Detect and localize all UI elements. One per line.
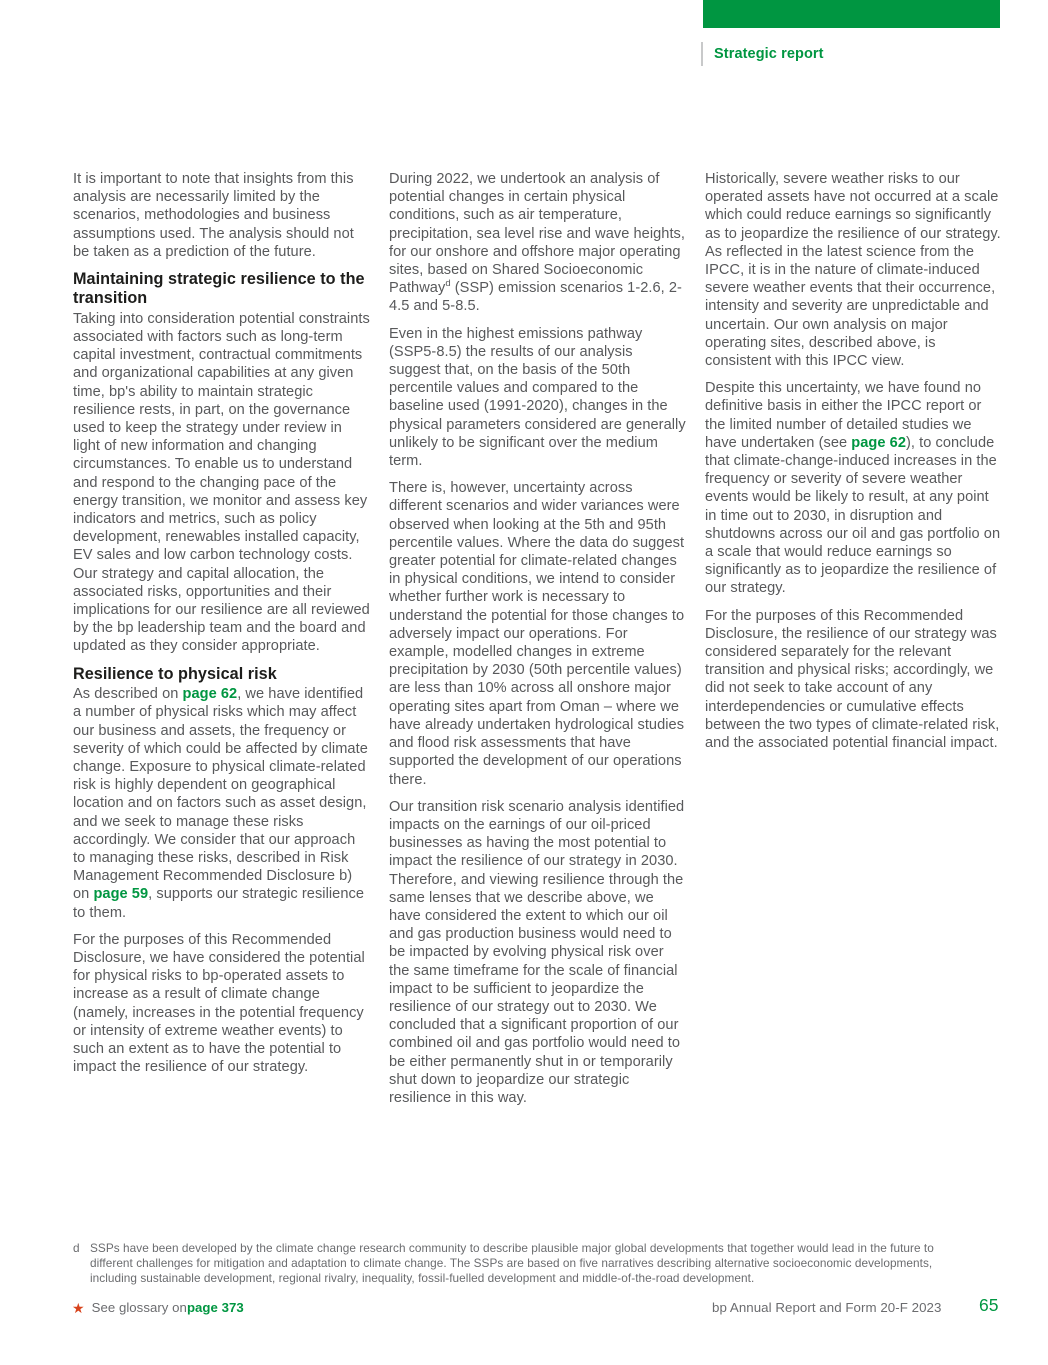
paragraph bbox=[73, 310, 370, 656]
text-run: As described on bbox=[73, 686, 183, 703]
text-run: For the purposes of this Recommended Disclosure, the resilience of our strategy was considered separately for the relevant transition and physical risks; accordingly, we did not seek to take account of any interdependencies or cumulative effects between the two types of climate-related risk, and the associated potential financial impact. bbox=[705, 607, 1000, 752]
text-run: Even in the highest emissions pathway (SSP5-8.5) the results of our analysis suggest that, on the basis of the 50th percentile values and compared to the baseline used (1991-2020), changes in the physical parameters considered are generally unlikely to be significant over the medium term. bbox=[389, 325, 686, 470]
paragraph bbox=[389, 798, 686, 1107]
report-title: bp Annual Report and Form 20-F 2023 bbox=[712, 1300, 942, 1315]
footnote-marker: d bbox=[73, 1241, 80, 1255]
star-icon: ★ bbox=[72, 1300, 85, 1316]
text-run: Our transition risk scenario analysis identified impacts on the earnings of our oil-priced businesses as having the most potential to impact the resilience of our strategy in 2030. Therefore, and viewing resilience through the same lenses that we describe above, we have considered the extent to which our oil and gas production business would need to be impacted by evolving physical risk over the same timeframe for the scale of financial impact to be sufficient to jeopardize the resilience of our strategy out to 2030. We concluded that a significant proportion of our combined oil and gas portfolio would need to be either permanently shut in or temporarily shut down to jeopardize our strategic resilience in this way. bbox=[389, 798, 685, 1106]
text-run: It is important to note that insights from this analysis are necessarily limited by the scenarios, methodologies and business assumptions used. The analysis should not be taken as a prediction of the future. bbox=[73, 171, 354, 260]
page-link[interactable]: page 62 bbox=[182, 686, 238, 703]
section-label: Strategic report bbox=[714, 46, 824, 62]
section-label-divider bbox=[701, 42, 703, 66]
section-heading: Resilience to physical risk bbox=[73, 664, 277, 683]
content-columns bbox=[73, 170, 1002, 1116]
paragraph bbox=[705, 170, 1002, 370]
page-number: 65 bbox=[979, 1295, 999, 1315]
footnote-text: SSPs have been developed by the climate change research community to describe plausible major global developments that together would lead in the future to different challenges for mitigation and adaptation to climate change. The SSPs are based on five narratives describing alternative socioeconomic developments, including sustainable development, regional rivalry, inequality, fossil-fuelled development and middle-of-the-road development. bbox=[90, 1241, 934, 1285]
glossary-page-link[interactable]: page 373 bbox=[186, 1300, 244, 1315]
page-link[interactable]: page 59 bbox=[93, 886, 149, 903]
paragraph bbox=[389, 479, 686, 788]
paragraph bbox=[389, 325, 686, 471]
text-run: During 2022, we undertook an analysis of potential changes in certain physical conditions, such as air temperature, precipitation, sea level rise and wave heights, for our onshore and offshore major operating sites, based on Shared Socioeconomic Pathway bbox=[389, 171, 686, 297]
text-run: For the purposes of this Recommended Disclosure, we have considered the potential for physical risks to bp-operated assets to increase as a result of climate change (namely, increases in the potential frequency or intensity of extreme weather events) to such an extent as to have the potential to impact the resilience of our strategy. bbox=[73, 931, 365, 1076]
glossary-text: See glossary on bbox=[91, 1300, 187, 1315]
paragraph bbox=[73, 931, 370, 1077]
column bbox=[389, 170, 686, 1116]
text-run: (SSP) emission scenarios 1-2.6, 2-4.5 and 5-8.5. bbox=[389, 280, 682, 315]
paragraph bbox=[73, 685, 370, 922]
column bbox=[73, 170, 370, 1116]
paragraph bbox=[73, 170, 370, 261]
text-run: , we have identified a number of physical risks which may affect our business and assets, the frequency or severity of which could be affected by climate change. Exposure to physical climate-related risk is highly dependent on geographical location and on factors such as asset design, and we seek to manage these risks accordingly. We consider that our approach to managing these risks, described in Risk Management Recommended Disclosure b) on bbox=[73, 686, 368, 903]
text-run: ), to conclude that climate-change-induced increases in the frequency or severity of severe weather events would be likely to result, at any point in time out to 2030, in disruption and shutdowns across our oil and gas portfolio on a scale that would reduce earnings so significantly as to jeopardize the resilience of our strategy. bbox=[705, 434, 1001, 597]
section-heading: Maintaining strategic resilience to the transition bbox=[73, 270, 365, 308]
paragraph bbox=[705, 379, 1002, 597]
header-bar bbox=[703, 0, 1000, 28]
paragraph bbox=[389, 170, 686, 316]
glossary-note bbox=[72, 1299, 244, 1316]
text-run: , supports our strategic resilience to them. bbox=[73, 886, 365, 921]
text-run: Taking into consideration potential constraints associated with factors such as long-term capital investment, contractual commitments and organizational capabilities at any given time, bp's ability to maintain strategic resilience rests, in part, on the governance used to keep the strategy under review in light of new information and changing circumstances. To enable us to understand and respond to the changing pace of the energy transition, we monitor and assess key indicators and metrics, such as policy development, renewables installed capacity, EV sales and low carbon technology costs. Our strategy and capital allocation, the associated risks, opportunities and their implications for our resilience are all reviewed by the bp leadership team and the board and updated as they consider appropriate. bbox=[73, 310, 370, 655]
page-link[interactable]: page 62 bbox=[851, 434, 906, 451]
section-label-row bbox=[701, 42, 824, 66]
text-run: Despite this uncertainty, we have found no definitive basis in either the IPCC report or the limited number of detailed studies we have undertaken (see bbox=[705, 380, 982, 451]
text-run: There is, however, uncertainty across different scenarios and wider variances were observed when looking at the 5th and 95th percentile values. Where the data do suggest greater potential for climate-related changes in physical conditions, we intend to consider whether further work is necessary to understand the potential for those changes to adversely impact our operations. For example, modelled changes in extreme precipitation by 2030 (50th percentile values) are less than 10% across all onshore major operating sites apart from Oman – where we have already undertaken hydrological studies and flood risk assessments that have supported the development of our operations there. bbox=[389, 480, 685, 788]
footnote-ref: d bbox=[445, 278, 451, 290]
paragraph bbox=[705, 607, 1002, 753]
column bbox=[705, 170, 1002, 1116]
text-run: Historically, severe weather risks to our operated assets have not occurred at a scale which could reduce earnings so significantly as to jeopardize the resilience of our strategy. As reflected in the latest science from the IPCC, it is in the nature of climate-induced severe weather events that their occurrence, intensity and severity are unpredictable and uncertain. Our own analysis on major operating sites, described above, is consistent with this IPCC view. bbox=[705, 171, 1001, 370]
footnote bbox=[73, 1241, 935, 1285]
